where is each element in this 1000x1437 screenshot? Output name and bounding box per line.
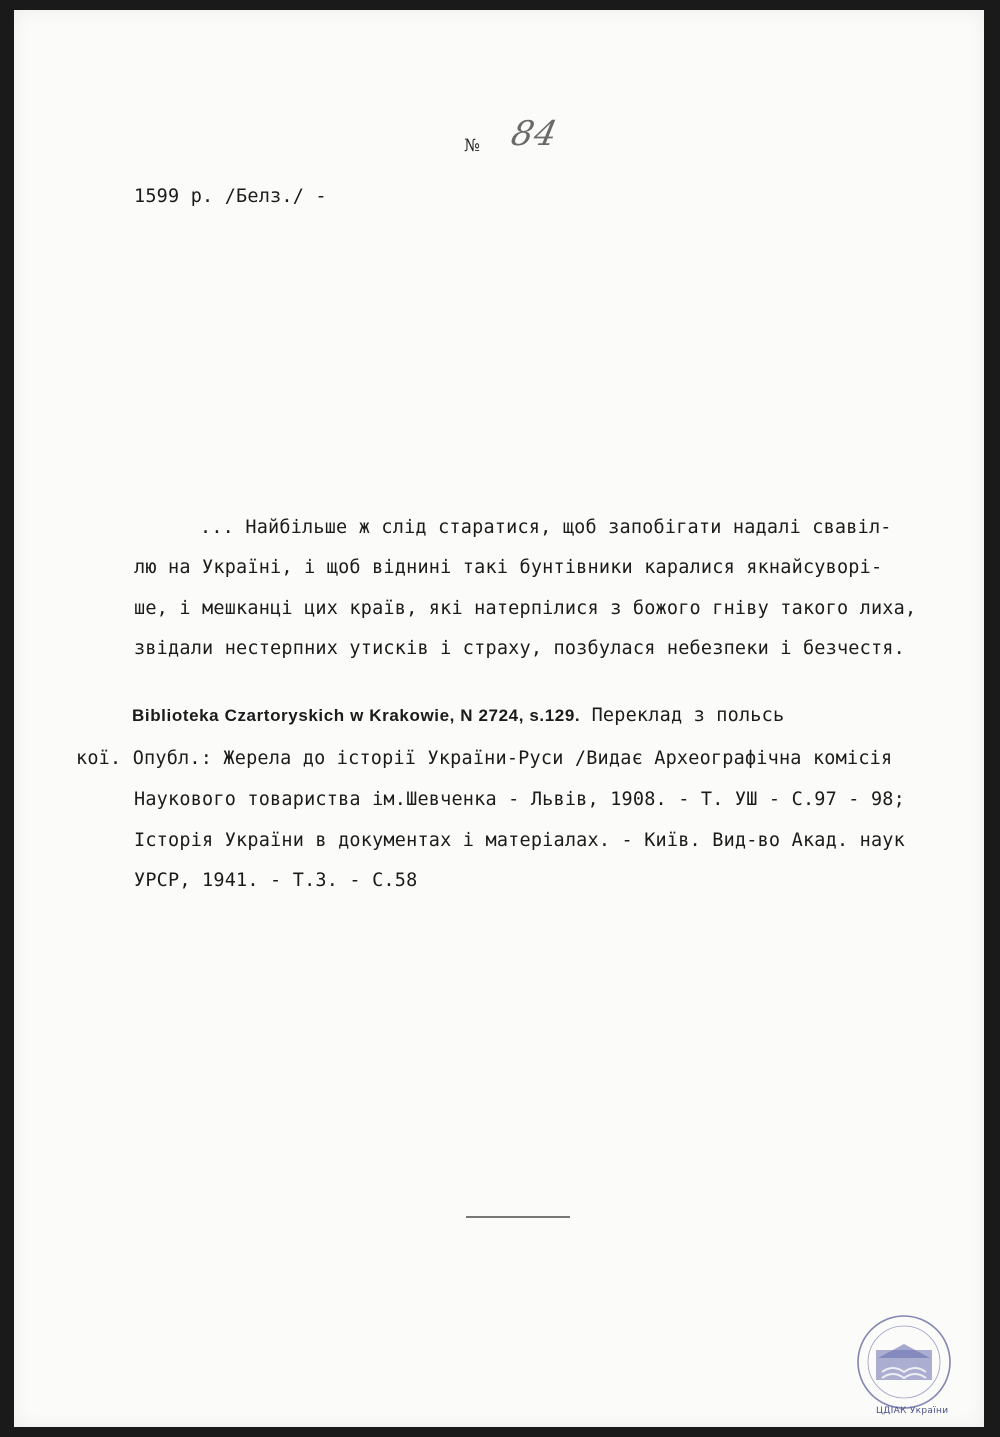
- publication-line: Наукового товариства ім.Шевченка - Львів, 1908. - Т. УШ - С.97 - 98;: [134, 789, 905, 810]
- publication-line: Опубл.: Жерела до історії України-Руси /Видає Археографічна комісія: [121, 748, 893, 769]
- archive-reference: Biblioteka Czartoryskich w Krakowie, N 2724, s.129.: [132, 706, 581, 725]
- document-page: [14, 10, 984, 1427]
- translation-note: Переклад з польсь: [580, 705, 785, 726]
- source-first-line: [132, 705, 784, 726]
- source-line: [76, 748, 892, 769]
- stamp-caption: ЦДІАК України: [876, 1406, 949, 1416]
- document-date-heading: 1599 р. /Белз./ -: [134, 186, 327, 207]
- number-sign: №: [464, 136, 481, 156]
- publication-line: УРСР, 1941. - Т.3. - С.58: [134, 870, 418, 891]
- body-line: ше, і мешканці цих країв, які натерпілися з божого гніву такого лиха,: [134, 598, 917, 619]
- handwritten-document-number: 84: [507, 114, 562, 154]
- archive-stamp-icon: [848, 1312, 960, 1418]
- publication-line: Історія України в документах і матеріалах. - Київ. Вид-во Акад. наук: [134, 830, 905, 851]
- body-line: лю на Україні, і щоб віднині такі бунтівники каралися якнайсуворі-: [134, 557, 883, 578]
- separator-rule: [466, 1216, 570, 1218]
- translation-note-end: кої.: [76, 748, 122, 769]
- body-line: звідали нестерпних утисків і страху, позбулася небезпеки і безчестя.: [134, 638, 905, 659]
- body-line: ... Найбільше ж слід старатися, щоб запобігати надалі свавіл-: [200, 517, 892, 538]
